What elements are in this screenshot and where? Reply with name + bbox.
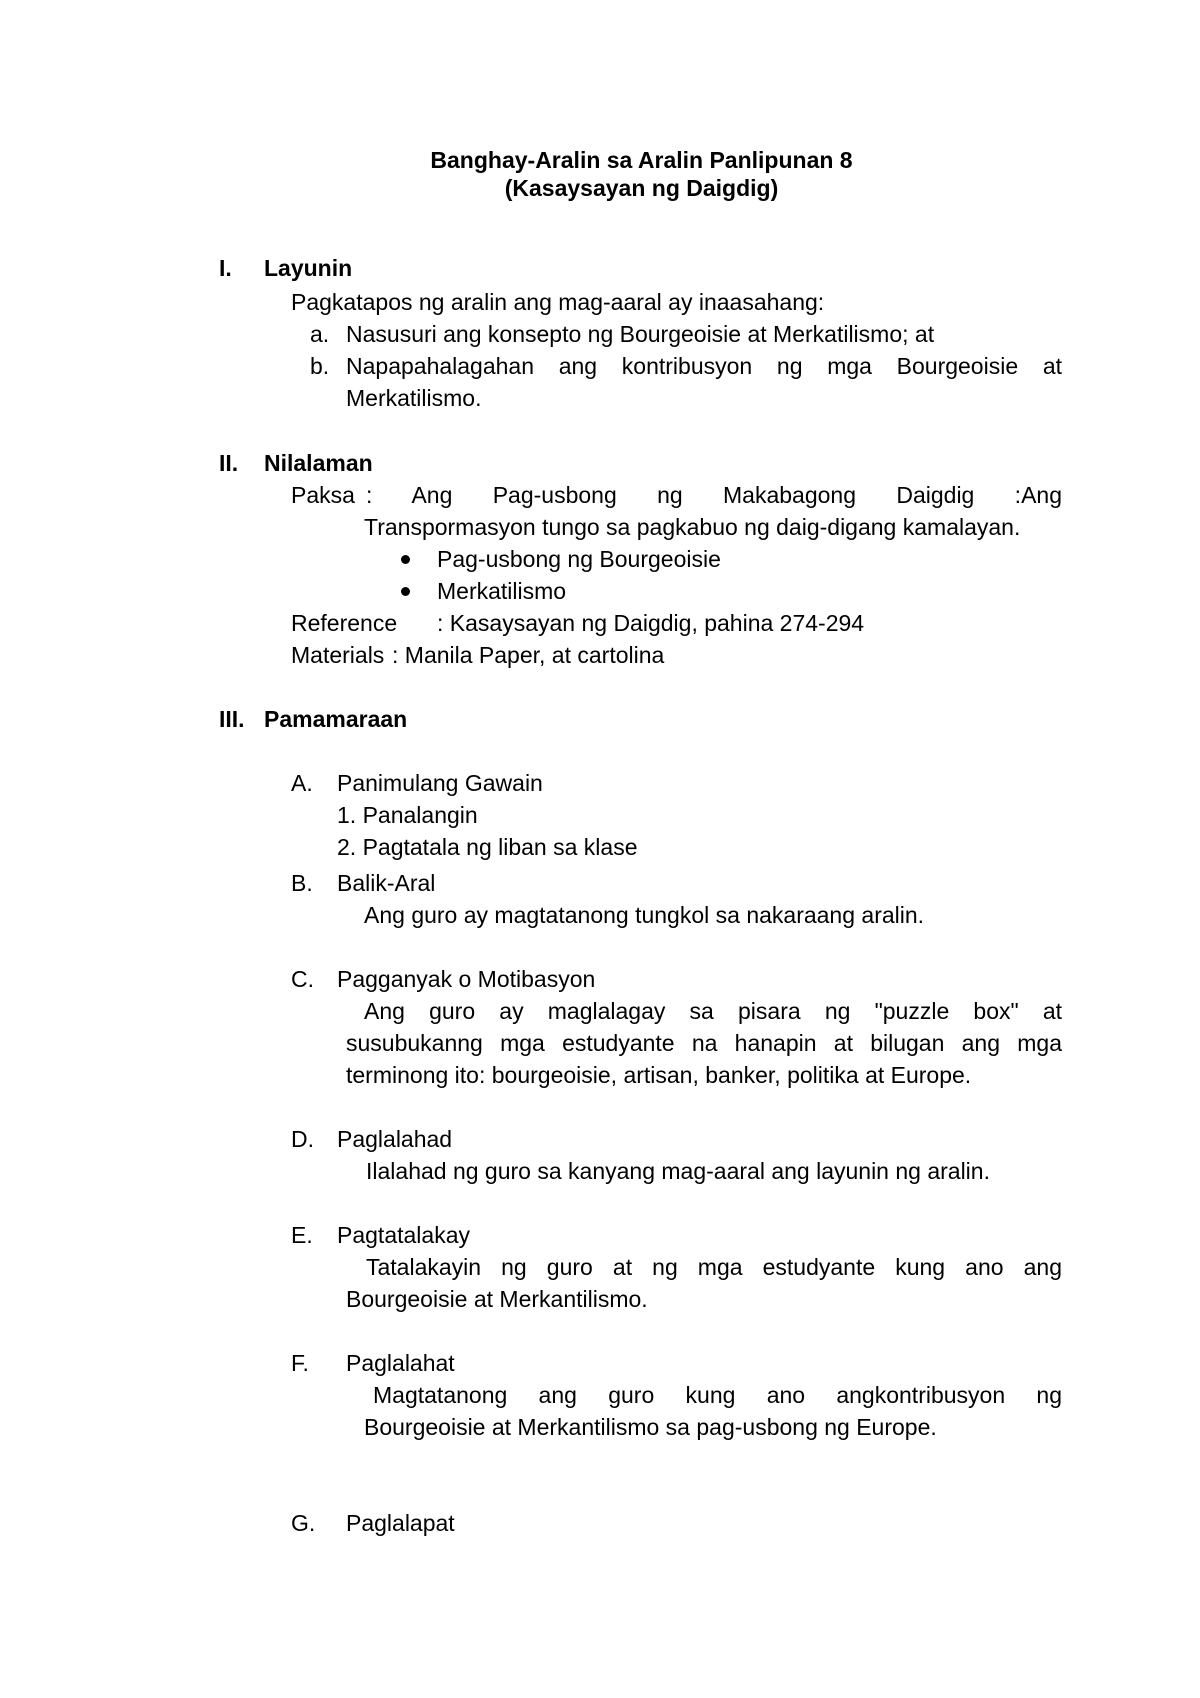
document-title: Banghay-Aralin sa Aralin Panlipunan 8 (430, 147, 853, 173)
bullet-item: Pag-usbong ng Bourgeoisie (437, 546, 721, 572)
paksa-line1: : Ang Pag-usbong ng Makabagong Daigdig :Ang (366, 482, 1062, 508)
paksa-line2: Transpormasyon tungo sa pagkabuo ng daig-digang kamalayan. (364, 514, 1021, 540)
step-e-line1: Tatalakayin ng guro at ng mga estudyante kung ano ang (366, 1254, 1062, 1280)
step-b-letter: B. (291, 870, 313, 896)
step-b-body: Ang guro ay magtatanong tungkol sa nakaraang aralin. (364, 902, 925, 928)
step-c-line2: susubukanng mga estudyante na hanapin at bilugan ang mga (346, 1030, 1062, 1056)
section-3-heading: Pamamaraan (264, 706, 408, 732)
reference-label: Reference (291, 610, 398, 636)
materials-label: Materials (291, 642, 385, 668)
section-1-number: I. (219, 255, 232, 281)
paksa-label: Paksa (291, 482, 355, 508)
bullet-item: Merkatilismo (437, 578, 567, 604)
bullet-icon (401, 587, 410, 596)
step-b-heading: Balik-Aral (337, 870, 436, 896)
step-f-heading: Paglalahat (346, 1350, 455, 1376)
step-a-letter: A. (291, 770, 313, 796)
step-e-heading: Pagtatalakay (337, 1222, 470, 1248)
step-d-body: Ilalahad ng guro sa kanyang mag-aaral ang layunin ng aralin. (366, 1158, 990, 1184)
step-c-heading: Pagganyak o Motibasyon (337, 966, 596, 992)
step-e-letter: E. (291, 1222, 313, 1248)
objective-b-line1: Napapahalagahan ang kontribusyon ng mga Bourgeoisie at (346, 353, 1062, 379)
step-d-letter: D. (291, 1126, 314, 1152)
bullet-icon (401, 555, 410, 564)
step-f-letter: F. (291, 1350, 309, 1376)
layunin-intro: Pagkatapos ng aralin ang mag-aaral ay inaasahang: (291, 289, 825, 315)
section-2-number: II. (219, 450, 239, 476)
step-a-heading: Panimulang Gawain (337, 770, 543, 796)
objective-a-letter: a. (310, 321, 330, 347)
objective-a-text: Nasusuri ang konsepto ng Bourgeoisie at Merkatilismo; at (346, 321, 935, 347)
step-a-substep: 2. Pagtatala ng liban sa klase (337, 834, 638, 860)
step-f-line2: Bourgeoisie at Merkantilismo sa pag-usbong ng Europe. (364, 1414, 937, 1440)
step-g-heading: Paglalapat (346, 1510, 455, 1536)
step-a-substep: 1. Panalangin (337, 802, 478, 828)
objective-b-letter: b. (310, 353, 330, 379)
step-e-line2: Bourgeoisie at Merkantilismo. (346, 1286, 648, 1312)
step-c-letter: C. (291, 966, 314, 992)
step-d-heading: Paglalahad (337, 1126, 453, 1152)
section-1-heading: Layunin (264, 255, 353, 281)
step-c-line1: Ang guro ay maglalagay sa pisara ng "puzzle box" at (364, 998, 1062, 1024)
materials-value: : Manila Paper, at cartolina (392, 642, 665, 668)
objective-b-line2: Merkatilismo. (346, 385, 482, 411)
section-2-heading: Nilalaman (264, 450, 373, 476)
document-subtitle: (Kasaysayan ng Daigdig) (504, 175, 779, 201)
reference-value: : Kasaysayan ng Daigdig, pahina 274-294 (437, 610, 865, 636)
step-c-line3: terminong ito: bourgeoisie, artisan, banker, politika at Europe. (346, 1062, 972, 1088)
step-g-letter: G. (291, 1510, 316, 1536)
section-3-number: III. (219, 706, 245, 732)
step-f-line1: Magtatanong ang guro kung ano angkontribusyon ng (373, 1382, 1062, 1408)
